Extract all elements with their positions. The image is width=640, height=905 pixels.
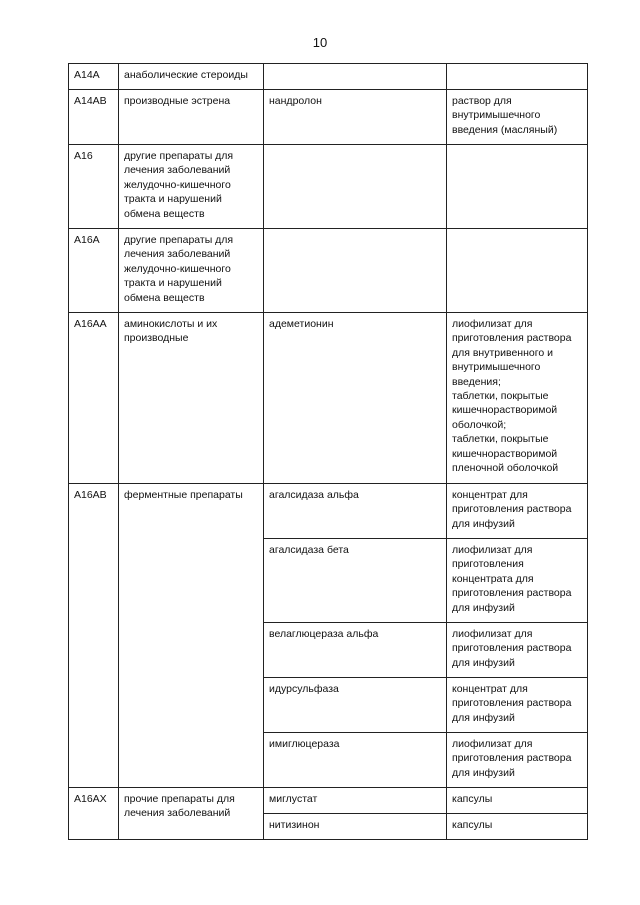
drug-classification-table	[68, 63, 588, 840]
group-name-cell: производные эстрена	[119, 90, 264, 145]
group-name-cell: ферментные препараты	[119, 484, 264, 788]
table-row	[69, 313, 588, 484]
dosage-form-cell: концентрат для приготовления раствора для инфузий	[447, 678, 588, 733]
dosage-form-cell: лиофилизат для приготовления раствора для инфузий	[447, 623, 588, 678]
dosage-form-cell: лиофилизат для приготовления раствора для внутривенного и внутримышечного введения; таблетки, покрытые кишечнорастворимой оболочкой; таблетки, покрытые кишечнорастворимой пленочной оболочкой	[447, 313, 588, 484]
atc-code-cell: A14A	[69, 64, 119, 90]
group-name-cell: другие препараты для лечения заболеваний желудочно-кишечного тракта и нарушений обмена веществ	[119, 145, 264, 229]
drug-name-cell	[264, 145, 447, 229]
dosage-form-cell: лиофилизат для приготовления раствора для инфузий	[447, 733, 588, 788]
dosage-form-cell	[447, 229, 588, 313]
group-name-cell: прочие препараты для лечения заболеваний	[119, 788, 264, 840]
dosage-form-cell	[447, 145, 588, 229]
table-row	[69, 788, 588, 814]
atc-code-cell: A16AX	[69, 788, 119, 840]
group-name-cell: анаболические стероиды	[119, 64, 264, 90]
group-name-cell: аминокислоты и их производные	[119, 313, 264, 484]
drug-name-cell: нандролон	[264, 90, 447, 145]
atc-code-cell: A16AB	[69, 484, 119, 788]
atc-code-cell: A16A	[69, 229, 119, 313]
table-row	[69, 484, 588, 539]
dosage-form-cell: капсулы	[447, 788, 588, 814]
table-row	[69, 145, 588, 229]
atc-code-cell: A16	[69, 145, 119, 229]
dosage-form-cell: лиофилизат для приготовления концентрата для приготовления раствора для инфузий	[447, 539, 588, 623]
drug-name-cell: нитизинон	[264, 814, 447, 840]
page-number: 10	[312, 35, 328, 50]
drug-name-cell	[264, 64, 447, 90]
dosage-form-cell: концентрат для приготовления раствора для инфузий	[447, 484, 588, 539]
dosage-form-cell: капсулы	[447, 814, 588, 840]
drug-name-cell	[264, 229, 447, 313]
table-row	[69, 229, 588, 313]
drug-name-cell: адеметионин	[264, 313, 447, 484]
atc-code-cell: A14AB	[69, 90, 119, 145]
drug-name-cell: велаглюцераза альфа	[264, 623, 447, 678]
drug-name-cell: идурсульфаза	[264, 678, 447, 733]
table-row	[69, 90, 588, 145]
drug-name-cell: имиглюцераза	[264, 733, 447, 788]
group-name-cell: другие препараты для лечения заболеваний желудочно-кишечного тракта и нарушений обмена веществ	[119, 229, 264, 313]
dosage-form-cell: раствор для внутримышечного введения (масляный)	[447, 90, 588, 145]
drug-name-cell: агалсидаза альфа	[264, 484, 447, 539]
drug-name-cell: агалсидаза бета	[264, 539, 447, 623]
table-row	[69, 64, 588, 90]
atc-code-cell: A16AA	[69, 313, 119, 484]
drug-name-cell: миглустат	[264, 788, 447, 814]
dosage-form-cell	[447, 64, 588, 90]
